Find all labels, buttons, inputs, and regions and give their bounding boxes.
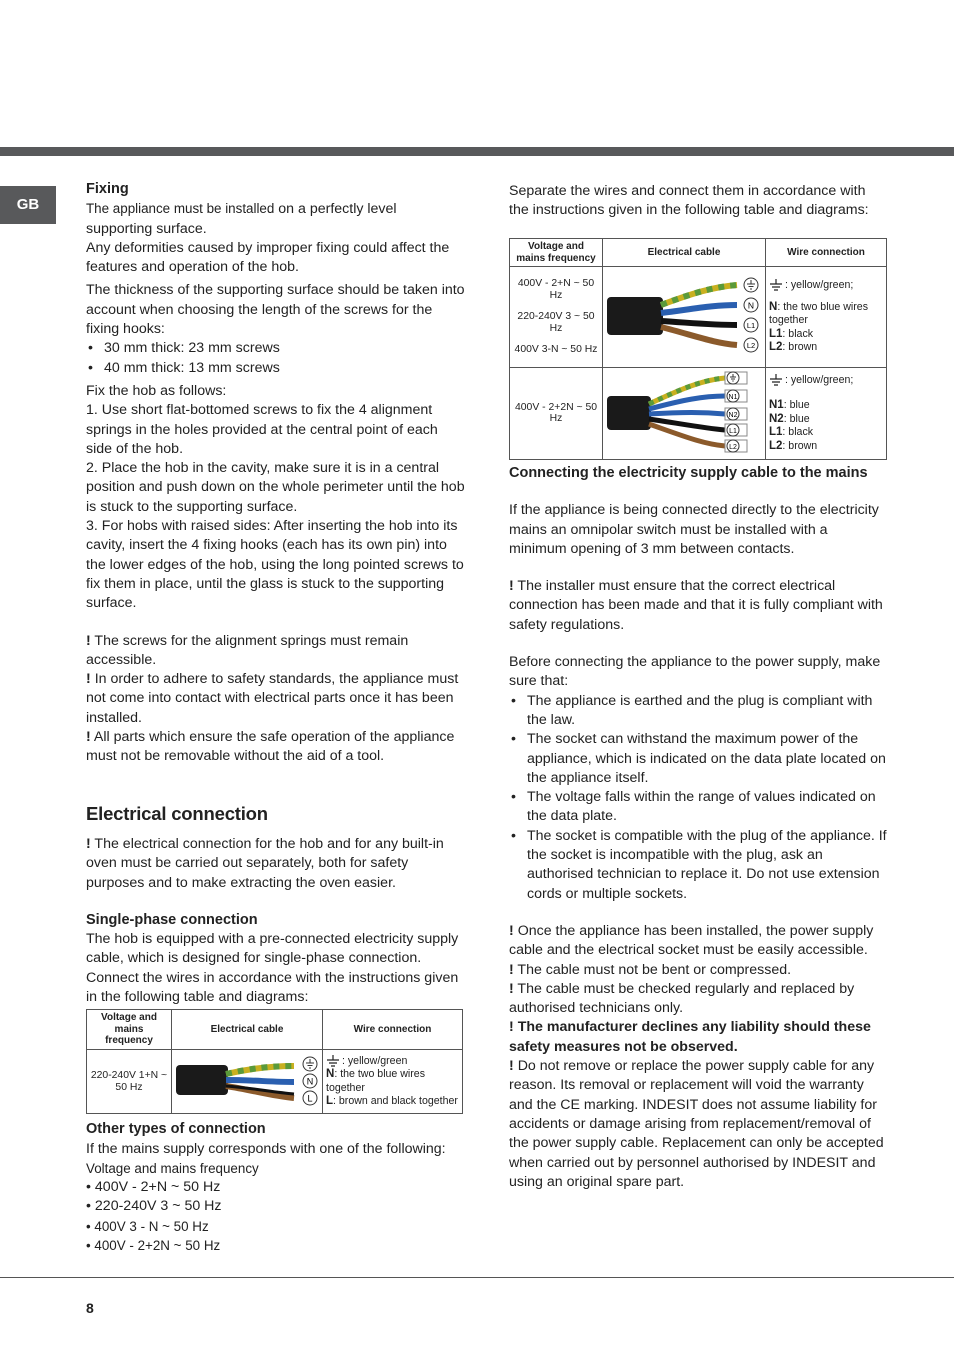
other-type-item: • 400V - 2+N ~ 50 Hz <box>86 1179 221 1196</box>
fix-intro: Fix the hob as follows: <box>86 382 227 399</box>
single-phase-title: Single-phase connection <box>86 911 258 928</box>
conn-ground: : yellow/green <box>342 1054 408 1067</box>
conn-l1: : black <box>782 327 814 340</box>
warning-note <box>86 728 466 767</box>
five-wire-cable-diagram <box>603 368 765 456</box>
voltage-cell: 220-240V 1+N ~ 50 Hz <box>87 1049 172 1114</box>
wire-connection-cell <box>766 267 887 368</box>
wire-black <box>661 321 737 325</box>
conn-l2: : brown <box>782 341 818 353</box>
conn-n2-label: N2 <box>769 412 784 425</box>
conn-n: : the two blue wires together <box>769 300 868 326</box>
single-phase-table <box>86 1009 463 1114</box>
footer-divider <box>0 1277 954 1278</box>
warning-mark: ! <box>86 729 91 746</box>
screw-item: • 40 mm thick: 13 mm screws <box>86 359 466 378</box>
fixing-para-3: The thickness of the supporting surface should be taken into account when choosing the length of the screws for the fixing hooks: <box>86 282 465 338</box>
fixing-para-1b: on a perfectly level supporting surface. <box>86 201 397 237</box>
electrical-connection-title: Electrical connection <box>86 802 268 824</box>
n1-terminal-label: N1 <box>728 393 738 401</box>
warning-mark: ! <box>86 835 91 852</box>
n2-terminal-label: N2 <box>728 411 738 419</box>
single-phase-cable-diagram <box>172 1050 322 1110</box>
warning-note <box>509 577 889 635</box>
warning-mark: ! <box>509 980 514 997</box>
other-types-sub: Voltage and mains frequency <box>86 1160 259 1176</box>
before-text: Before connecting the appliance to the power supply, make sure that: <box>509 654 881 690</box>
n-terminal-label: N <box>306 1076 314 1087</box>
voltage-value: 400V 3-N ~ 50 Hz <box>514 344 598 355</box>
wire-brown <box>661 327 737 345</box>
liability-text: The manufacturer declines any liability should these safety measures not be observed. <box>509 1019 871 1055</box>
page-number: 8 <box>86 1300 94 1316</box>
warning-text: The electrical connection for the hob and for any built-in oven must be carried out separately, both for safety purposes and to make extracting the oven easier. <box>86 835 444 891</box>
other-types-text: If the mains supply corresponds with one of the following: <box>86 1140 446 1157</box>
multi-phase-table <box>509 238 887 460</box>
mains-para: If the appliance is being connected directly to the electricity mains an omnipolar switch must be installed with a minimum opening of 3 mm between contacts. <box>509 502 879 557</box>
warning-mark: ! <box>509 1019 514 1036</box>
cable-diagram-cell <box>603 367 766 460</box>
conn-ground: : yellow/green; <box>785 373 854 386</box>
l-terminal-label: L <box>307 1093 313 1104</box>
wire-blue <box>649 412 725 414</box>
check-item: • The socket can withstand the maximum power of the appliance, which is indicated on the data plate located on the appliance itself. <box>509 730 889 788</box>
table-header: Electrical cable <box>603 239 766 267</box>
conn-l1: : black <box>782 426 814 438</box>
conn-l2: : brown <box>782 439 818 452</box>
table-header: Voltage and mains frequency <box>510 239 603 267</box>
conn-n: : the two blue wires together <box>326 1068 425 1094</box>
warning-mark: ! <box>509 961 514 978</box>
l2-terminal-label: L2 <box>729 443 737 451</box>
conn-l1-label: L1 <box>769 426 783 438</box>
warning-mark: ! <box>509 922 514 939</box>
warning-text: The screws for the alignment springs must remain accessible. <box>86 632 409 668</box>
l1-terminal-label: L1 <box>746 321 756 330</box>
wire-yellow-green <box>226 1066 294 1074</box>
cable-diagram-cell <box>603 267 766 368</box>
ground-icon <box>769 374 783 386</box>
ground-icon <box>769 279 783 291</box>
mains-title: Connecting the electricity supply cable to the mains <box>509 465 868 481</box>
single-phase-text: The hob is equipped with a pre-connected electricity supply cable, which is designed for single-phase connection. Connect the wires in accordance with the instructions given in the following table and diagrams: <box>86 931 459 1005</box>
table-header: Voltage and mains frequency <box>87 1010 172 1050</box>
warning-mark: ! <box>509 1058 514 1075</box>
table-header: Wire connection <box>323 1010 463 1050</box>
electrical-warning <box>86 835 466 893</box>
l1-terminal-label: L1 <box>729 427 737 435</box>
voltage-value: 400V - 2+N ~ 50 Hz <box>517 278 595 301</box>
language-tab: GB <box>0 186 56 224</box>
warning-text: The installer must ensure that the correct electrical connection has been made and that it is fully compliant with safety regulations. <box>509 578 883 633</box>
warning-text: In order to adhere to safety standards, the appliance must not come into contact with electrical parts once it has been installed. <box>86 671 459 726</box>
conn-l: : brown and black together <box>333 1095 458 1108</box>
fixing-para-1 <box>86 199 466 239</box>
warning-text: Once the appliance has been installed, the power supply cable and the electrical socket must be easily accessible. <box>509 922 874 959</box>
conn-l1-label: L1 <box>769 327 783 340</box>
warning-note <box>509 1057 889 1192</box>
other-type-item: • 400V - 2+2N ~ 50 Hz <box>86 1238 221 1254</box>
fix-step: 2. Place the hob in the cavity, make sure it is in a central position and push down on the whole perimeter until the hob is stuck to the supporting surface. <box>86 460 465 515</box>
warning-mark: ! <box>86 632 91 649</box>
top-header-bar <box>0 147 954 156</box>
conn-n1: : blue <box>783 399 810 411</box>
warning-note <box>509 980 889 1019</box>
right-column <box>509 182 889 1192</box>
warning-text: Do not remove or replace the power supply cable for any reason. Its removal or replacement will void the warranty and the CE marking. INDESIT does not assume liability for accidents or damage arising from replacement/removal of the power supply cable. Replacement can only be accepted when carried out by personnel authorised by INDESIT and using an original spare part. <box>509 1058 884 1190</box>
check-item: • The appliance is earthed and the plug is compliant with the law. <box>509 692 889 731</box>
conn-n-label: N <box>769 300 778 313</box>
fix-step: 3. For hobs with raised sides: After inserting the hob into its cavity, insert the 4 fixing hooks (each has its own pin) into the lower edges of the hob, using the long pointed screws to fix them in place, until the glass is stuck to the supporting surface. <box>86 518 464 612</box>
conn-l2-label: L2 <box>769 341 783 353</box>
other-type-item: • 220-240V 3 ~ 50 Hz <box>86 1198 222 1215</box>
other-types-title: Other types of connection <box>86 1121 266 1138</box>
conn-n-label: N <box>326 1068 335 1081</box>
warning-note <box>509 961 889 980</box>
cable-sheath <box>607 297 663 335</box>
voltage-cell <box>510 267 603 368</box>
wire-blue <box>661 305 737 313</box>
check-list <box>509 692 889 904</box>
table-header: Wire connection <box>766 239 887 267</box>
screw-item: • 30 mm thick: 23 mm screws <box>86 339 466 358</box>
other-type-item: • 400V 3 - N ~ 50 Hz <box>86 1218 209 1234</box>
left-column <box>86 180 466 1255</box>
wire-connection-cell <box>323 1049 463 1114</box>
ground-icon <box>326 1055 340 1067</box>
cable-sheath <box>607 396 651 430</box>
right-intro: Separate the wires and connect them in accordance with the instructions given in the following table and diagrams: <box>509 183 869 219</box>
l2-terminal-label: L2 <box>746 341 756 350</box>
check-item: • The socket is compatible with the plug of the appliance. If the socket is incompatible with the plug, ask an authorised technician to replace it. Do not use extension cords or multiple sockets. <box>509 827 889 904</box>
conn-l-label: L <box>326 1095 334 1108</box>
fix-step: 1. Use short flat-bottomed screws to fix the 4 alignment springs in the holes provided at the central point of each side of the hob. <box>86 402 438 457</box>
warning-note <box>86 632 466 671</box>
wire-blue <box>226 1080 294 1082</box>
warning-text: All parts which ensure the safe operation of the appliance must not be removable without the aid of a tool. <box>86 729 455 765</box>
four-wire-cable-diagram <box>603 267 765 363</box>
wire-connection-cell <box>766 367 887 460</box>
voltage-cell: 400V - 2+2N ~ 50 Hz <box>510 367 603 460</box>
table-header: Electrical cable <box>172 1010 323 1050</box>
warning-text: The cable must not be bent or compressed. <box>517 961 792 978</box>
ground-terminal <box>727 372 739 384</box>
cable-sheath <box>176 1065 228 1095</box>
conn-n1-label: N1 <box>769 399 784 411</box>
conn-ground: : yellow/green; <box>785 279 854 291</box>
warning-note <box>509 922 889 961</box>
warning-mark: ! <box>86 671 91 688</box>
fixing-para-2: Any deformities caused by improper fixing could affect the features and operation of the hob. <box>86 239 450 276</box>
fixing-title: Fixing <box>86 181 129 197</box>
warning-mark: ! <box>509 578 514 595</box>
fixing-para-1a: The appliance must be installed <box>86 201 275 217</box>
conn-n2: : blue <box>783 412 810 425</box>
screw-list <box>86 339 466 378</box>
cable-diagram-cell <box>172 1049 323 1114</box>
conn-l2-label: L2 <box>769 439 783 452</box>
warning-text: The cable must be checked regularly and replaced by authorised technicians only. <box>509 980 855 1017</box>
warning-note <box>86 670 466 728</box>
liability-note <box>509 1018 889 1057</box>
voltage-value: 220-240V 3 ~ 50 Hz <box>517 311 595 334</box>
check-item: • The voltage falls within the range of values indicated on the data plate. <box>509 788 889 827</box>
n-terminal-label: N <box>747 300 755 311</box>
